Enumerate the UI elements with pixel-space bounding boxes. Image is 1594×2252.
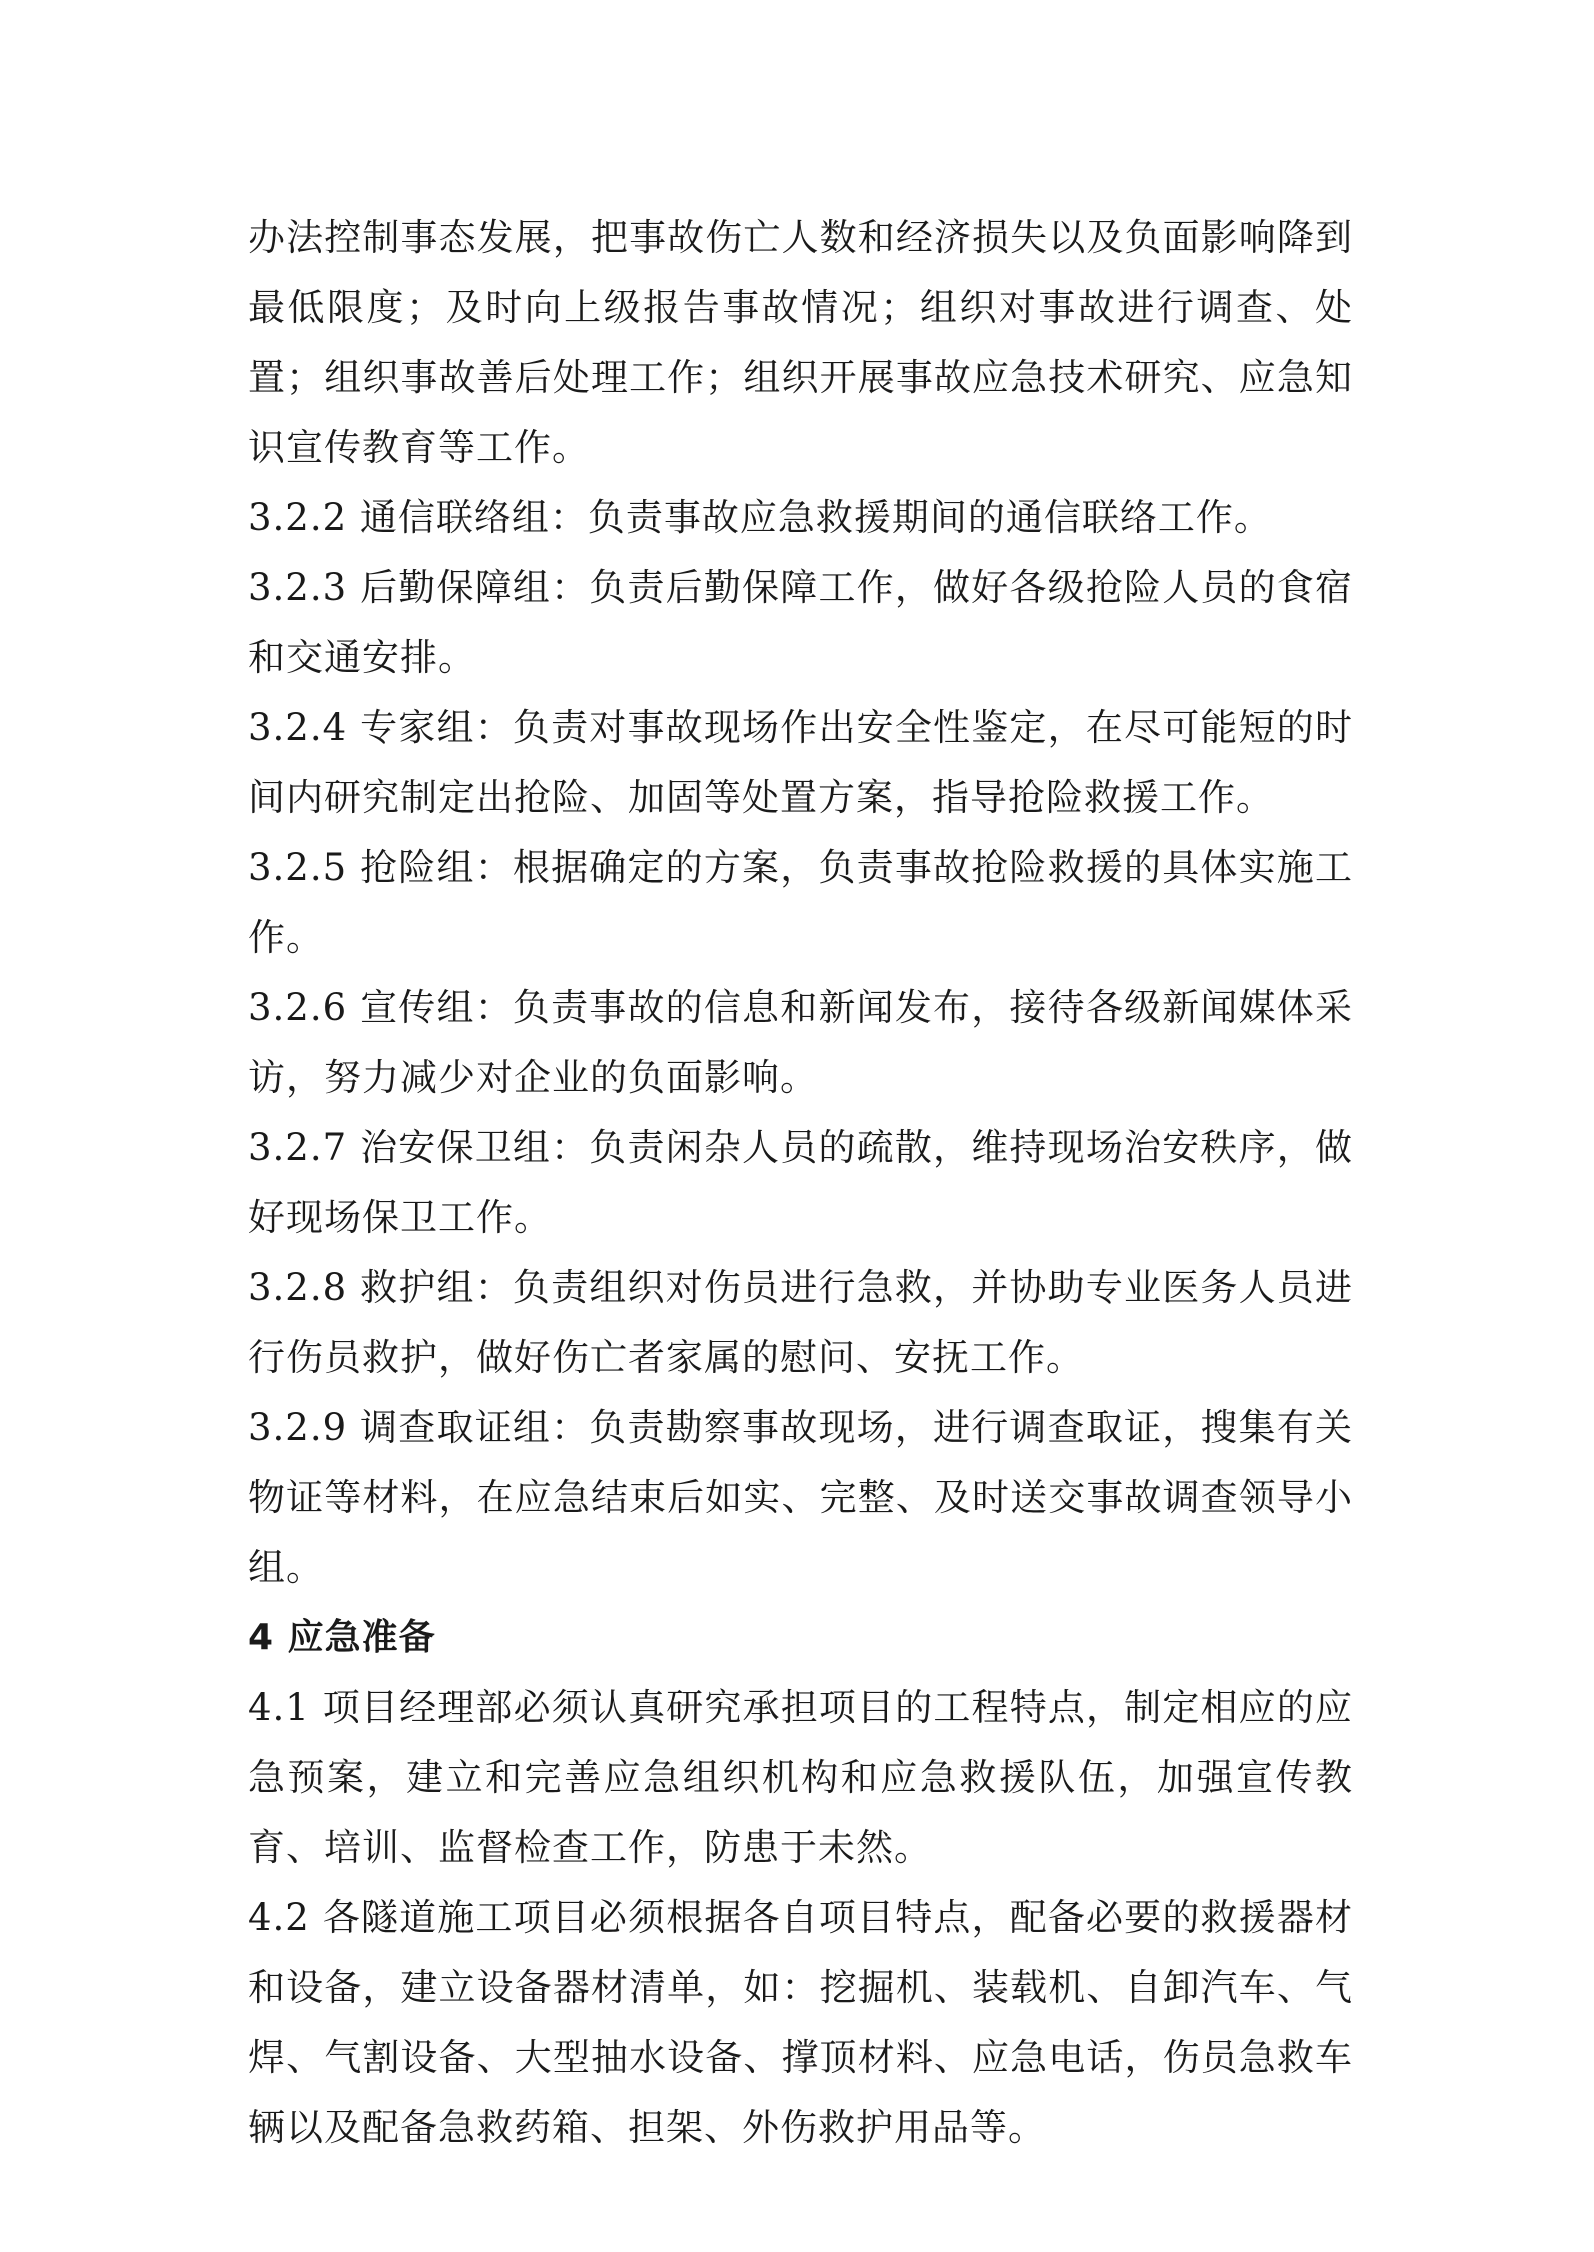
paragraph-4-2: 4.2 各隧道施工项目必须根据各自项目特点，配备必要的救援器材和设备，建立设备器材清单，如：挖掘机、装载机、自卸汽车、气焊、气割设备、大型抽水设备、撑顶材料、应急电话，伤员急救车辆以及配备急救药箱、担架、外伤救护用品等。: [248, 1896, 1353, 2149]
paragraph-4-1: 4.1 项目经理部必须认真研究承担项目的工程特点，制定相应的应急预案，建立和完善应急组织机构和应急救援队伍，加强宣传教育、培训、监督检查工作，防患于未然。: [248, 1686, 1353, 1869]
paragraph-3-2-7: 3.2.7 治安保卫组：负责闲杂人员的疏散，维持现场治安秩序，做好现场保卫工作。: [248, 1126, 1353, 1239]
paragraph-continuation: 办法控制事态发展，把事故伤亡人数和经济损失以及负面影响降到最低限度；及时向上级报告事故情况；组织对事故进行调查、处置；组织事故善后处理工作；组织开展事故应急技术研究、应急知识宣传教育等工作。: [248, 216, 1353, 469]
paragraph-3-2-2: 3.2.2 通信联络组：负责事故应急救援期间的通信联络工作。: [248, 496, 1272, 539]
paragraph-3-2-3: 3.2.3 后勤保障组：负责后勤保障工作，做好各级抢险人员的食宿和交通安排。: [248, 566, 1353, 679]
section-heading-4: 4 应急准备: [248, 1617, 436, 1658]
paragraph-3-2-8: 3.2.8 救护组：负责组织对伤员进行急救，并协助专业医务人员进行伤员救护，做好伤亡者家属的慰问、安抚工作。: [248, 1266, 1353, 1379]
paragraph-3-2-6: 3.2.6 宣传组：负责事故的信息和新闻发布，接待各级新闻媒体采访，努力减少对企业的负面影响。: [248, 986, 1353, 1099]
document-body: [248, 203, 1353, 2163]
paragraph-3-2-4: 3.2.4 专家组：负责对事故现场作出安全性鉴定，在尽可能短的时间内研究制定出抢险、加固等处置方案，指导抢险救援工作。: [248, 706, 1353, 819]
paragraph-3-2-9: 3.2.9 调查取证组：负责勘察事故现场，进行调查取证，搜集有关物证等材料，在应急结束后如实、完整、及时送交事故调查领导小组。: [248, 1406, 1353, 1589]
paragraph-3-2-5: 3.2.5 抢险组：根据确定的方案，负责事故抢险救援的具体实施工作。: [248, 846, 1353, 959]
